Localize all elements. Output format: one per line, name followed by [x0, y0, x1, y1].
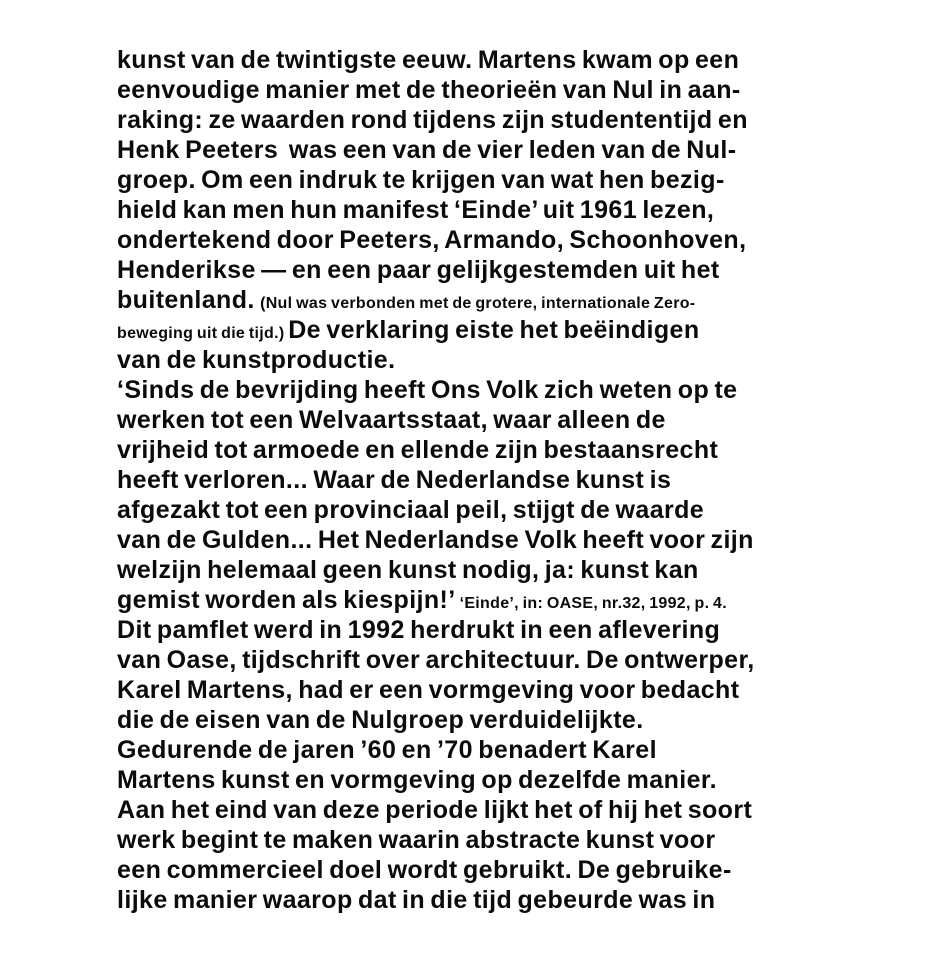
body-text: raking: ze waarden rond tijdens zijn studententijd en — [117, 106, 748, 134]
body-text: De verklaring eiste het beëindigen — [288, 316, 700, 344]
text-line — [117, 705, 897, 735]
text-line — [117, 885, 897, 915]
body-text: hield kan men hun manifest ‘Einde’ uit 1961 lezen, — [117, 196, 715, 224]
text-line — [117, 525, 897, 555]
text-line — [117, 105, 897, 135]
body-text: eenvoudige manier met de theorieën van Nul in aan- — [117, 76, 741, 104]
body-text: buitenland. — [117, 286, 261, 314]
text-line — [117, 825, 897, 855]
text-line — [117, 195, 897, 225]
text-line — [117, 855, 897, 885]
text-line — [117, 135, 897, 165]
text-line — [117, 255, 897, 285]
body-text: ‘Sinds de bevrijding heeft Ons Volk zich weten op te — [117, 376, 738, 404]
body-text: werken tot een Welvaartsstaat, waar alleen de — [117, 406, 666, 434]
text-line — [117, 735, 897, 765]
text-line — [117, 225, 897, 255]
text-line — [117, 285, 897, 315]
text-line — [117, 585, 897, 615]
text-line — [117, 555, 897, 585]
body-text: van de kunstproductie. — [117, 346, 396, 374]
body-text: Henderikse — en een paar gelijkgestemden uit het — [117, 256, 720, 284]
body-text: van Oase, tijdschrift over architectuur. De ontwerper, — [117, 646, 755, 674]
body-text: werk begint te maken waarin abstracte kunst voor — [117, 826, 716, 854]
body-text: een commercieel doel wordt gebruikt. De gebruike- — [117, 856, 732, 884]
text-line — [117, 795, 897, 825]
text-line — [117, 375, 897, 405]
text-line — [117, 675, 897, 705]
body-text: Aan het eind van deze periode lijkt het of hij het soort — [117, 796, 753, 824]
text-line — [117, 405, 897, 435]
body-text: welzijn helemaal geen kunst nodig, ja: kunst kan — [117, 556, 699, 584]
text-line — [117, 345, 897, 375]
body-text: gemist worden als kiespijn!’ — [117, 586, 460, 614]
citation-text: beweging uit die tijd.) — [117, 325, 289, 342]
text-line — [117, 765, 897, 795]
text-line — [117, 45, 897, 75]
text-line — [117, 615, 897, 645]
text-line — [117, 435, 897, 465]
text-line — [117, 165, 897, 195]
text-line — [117, 75, 897, 105]
citation-text: ‘Einde’, in: OASE, nr.32, 1992, p. 4. — [459, 595, 728, 612]
body-text: Henk Peeters was een van de vier leden van de Nul- — [117, 136, 737, 164]
citation-text: (Nul was verbonden met de grotere, internationale Zero- — [260, 295, 696, 312]
body-text: die de eisen van de Nulgroep verduidelijkte. — [117, 706, 644, 734]
body-text: groep. Om een indruk te krijgen van wat hen bezig- — [117, 166, 725, 194]
text-line — [117, 645, 897, 675]
body-text: Karel Martens, had er een vormgeving voor bedacht — [117, 676, 740, 704]
body-text: Gedurende de jaren ’60 en ’70 benadert Karel — [117, 736, 657, 764]
body-text: van de Gulden... Het Nederlandse Volk heeft voor zijn — [117, 526, 754, 554]
body-text: Martens kunst en vormgeving op dezelfde manier. — [117, 766, 718, 794]
body-text: lijke manier waarop dat in die tijd gebeurde was in — [117, 886, 716, 914]
body-text: heeft verloren... Waar de Nederlandse kunst is — [117, 466, 672, 494]
text-line — [117, 465, 897, 495]
text-line — [117, 315, 897, 345]
body-text: kunst van de twintigste eeuw. Martens kwam op een — [117, 46, 740, 74]
body-text: Dit pamflet werd in 1992 herdrukt in een aflevering — [117, 616, 721, 644]
body-text: ondertekend door Peeters, Armando, Schoonhoven, — [117, 226, 747, 254]
text-line — [117, 495, 897, 525]
text-block — [117, 45, 897, 915]
body-text: afgezakt tot een provinciaal peil, stijgt de waarde — [117, 496, 705, 524]
body-text: vrijheid tot armoede en ellende zijn bestaansrecht — [117, 436, 719, 464]
